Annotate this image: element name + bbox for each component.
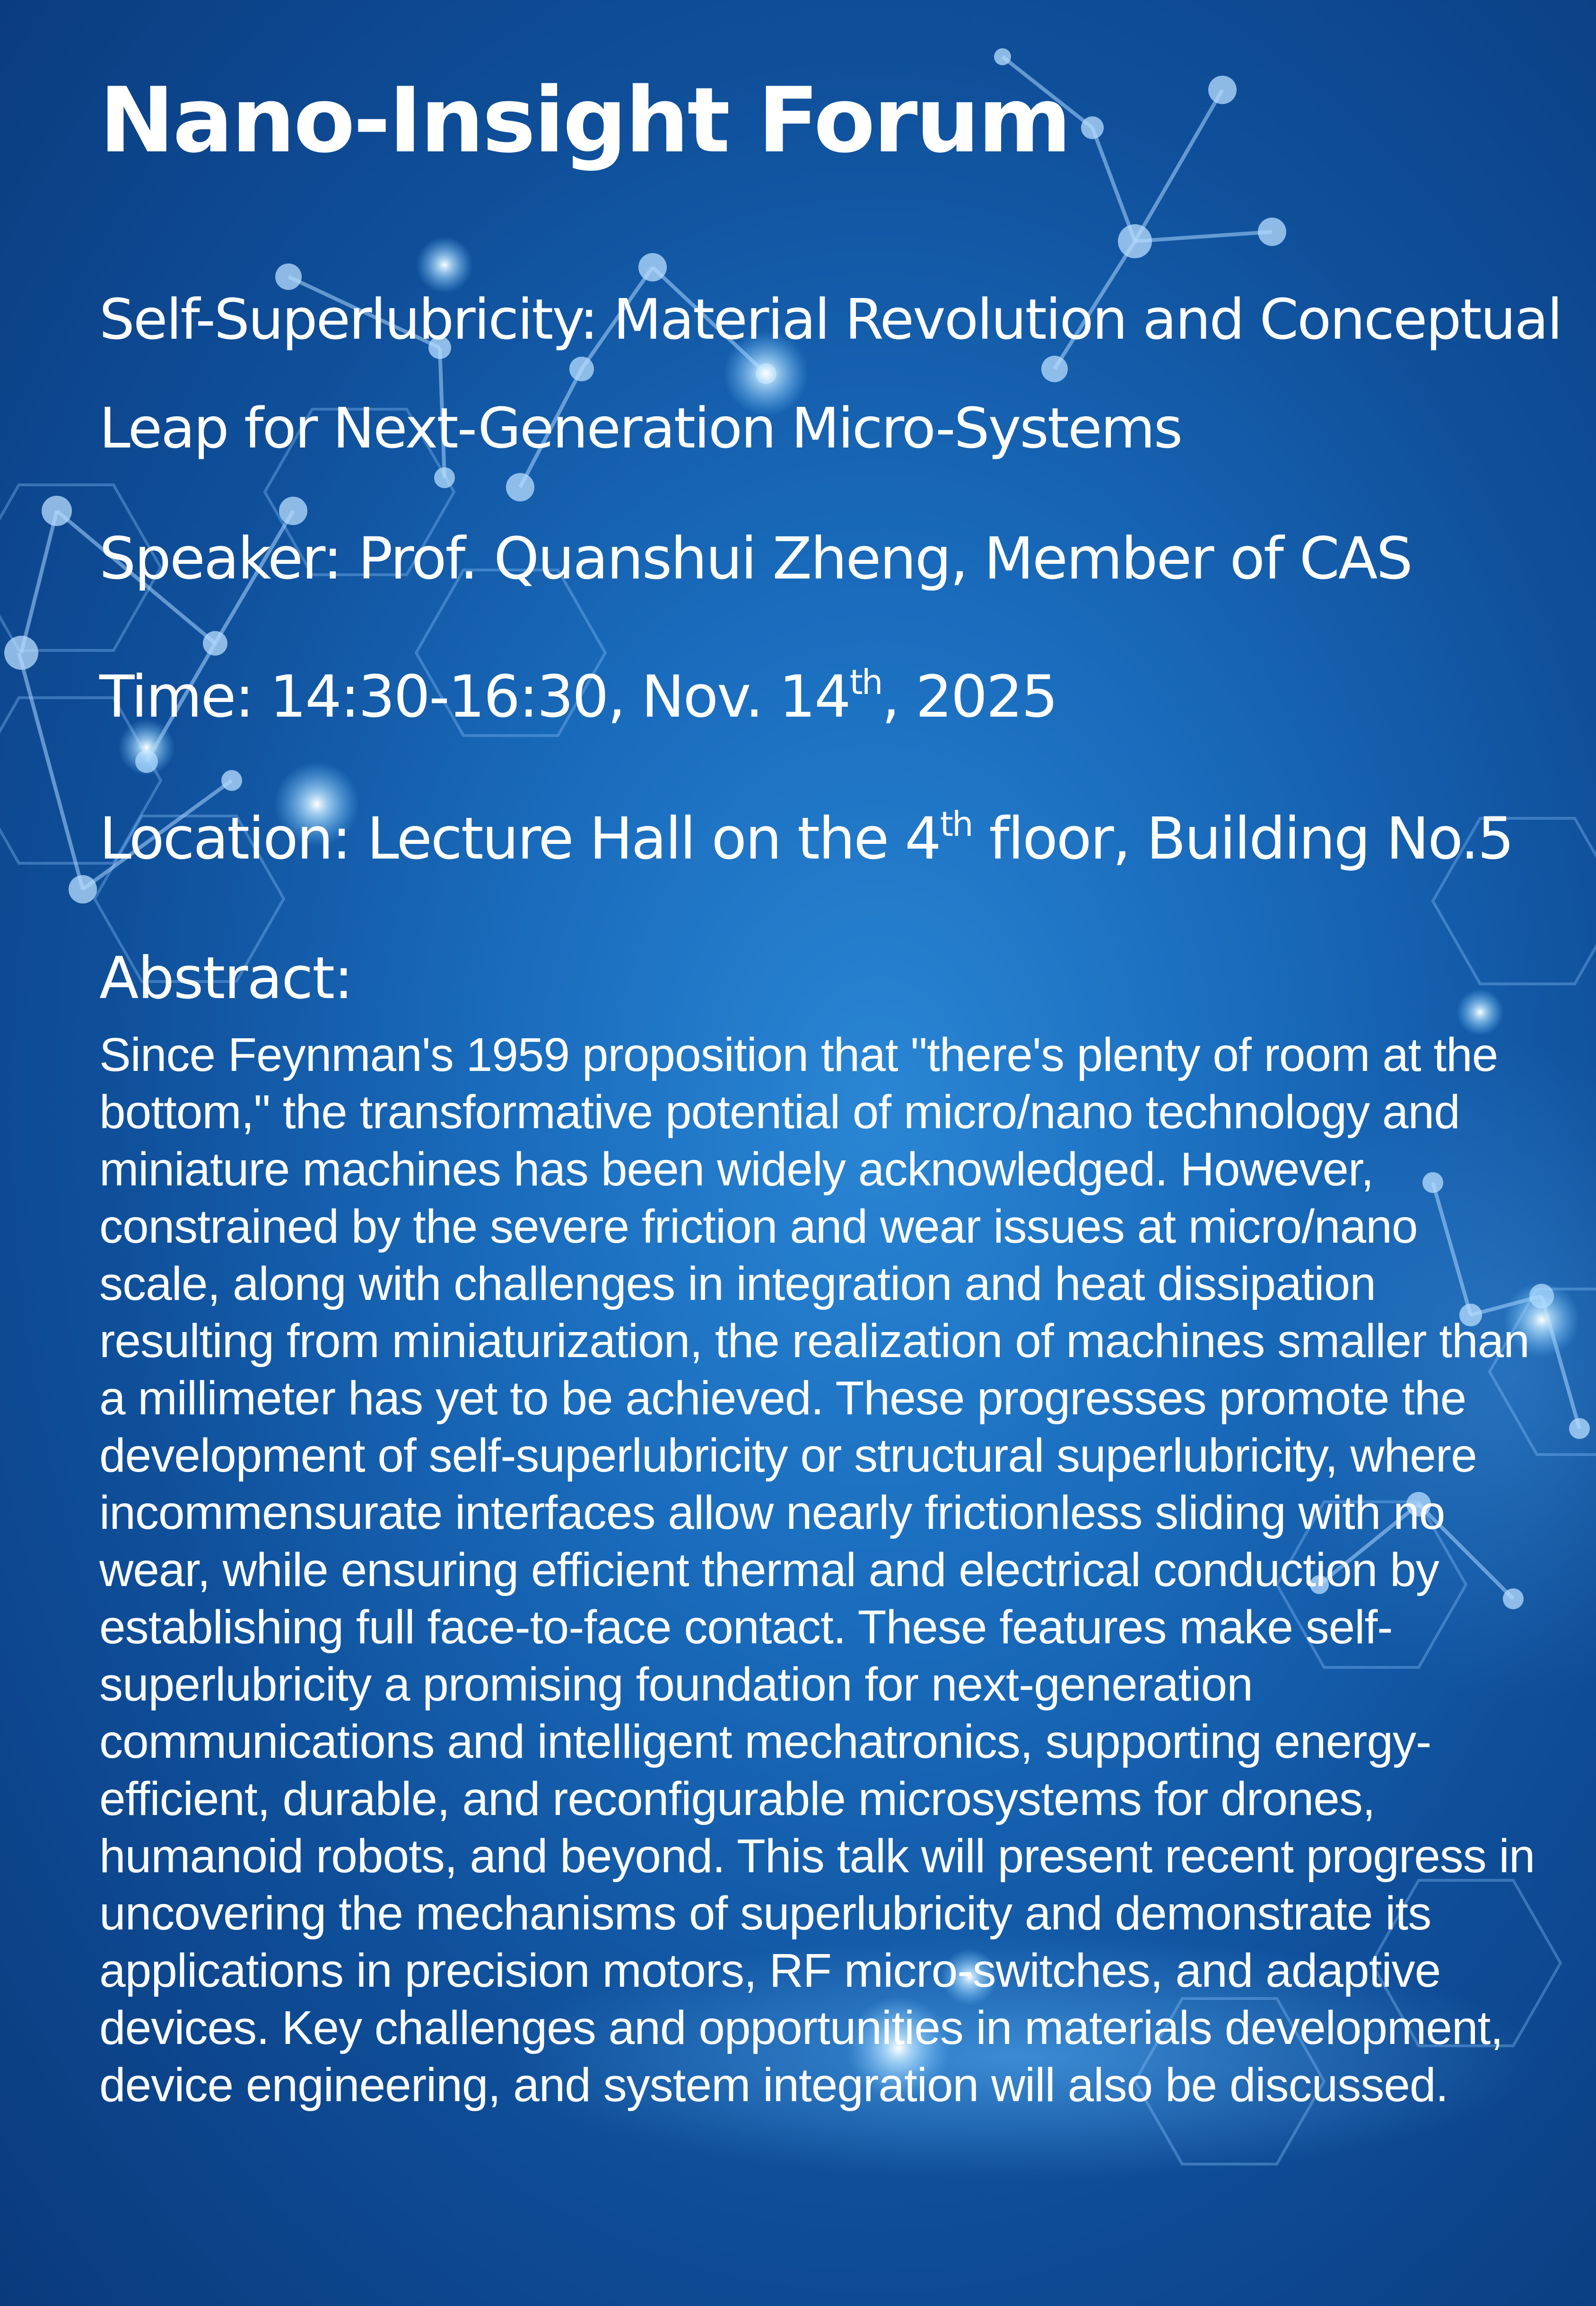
location-building: floor, Building No.5 xyxy=(972,805,1513,872)
location-text: Location: Lecture Hall on the 4 xyxy=(99,805,940,872)
speaker-line: Speaker: Prof. Quanshui Zheng, Member of CAS xyxy=(99,525,1412,592)
forum-title: Nano-Insight Forum xyxy=(99,68,1070,173)
abstract-heading: Abstract: xyxy=(99,945,353,1012)
time-text: Time: 14:30-16:30, Nov. 14 xyxy=(99,663,850,730)
talk-title: Self-Superlubricity: Material Revolution and Conceptual Leap for Next-Generation Micro-Systems xyxy=(99,287,1561,461)
location-ordinal: th xyxy=(940,804,972,844)
location-line xyxy=(99,804,1513,873)
time-year: , 2025 xyxy=(881,663,1057,730)
time-line xyxy=(99,662,1057,731)
abstract-body: Since Feynman's 1959 proposition that "there's plenty of room at the bottom," the transformative potential of micro/nano technology and miniature machines has been widely acknowledged. However, constrained by the severe friction and wear issues at micro/nano scale, along with challenges in integration and heat dissipation resulting from miniaturization, the realization of machines smaller than a millimeter has yet to be achieved. These progresses promote the development of self-superlubricity or structural superlubricity, where incommensurate interfaces allow nearly frictionless sliding with no wear, while ensuring efficient thermal and electrical conduction by establishing full face-to-face contact. These features make self-superlubricity a promising foundation for next-generation communications and intelligent mechatronics, supporting energy-efficient, durable, and reconfigurable microsystems for drones, humanoid robots, and beyond. This talk will present recent progress in uncovering the mechanisms of superlubricity and demonstrate its applications in precision motors, RF micro-switches, and adaptive devices. Key challenges and opportunities in materials development, device engineering, and system integration will also be discussed. xyxy=(99,1028,1535,2112)
time-ordinal: th xyxy=(849,662,882,702)
